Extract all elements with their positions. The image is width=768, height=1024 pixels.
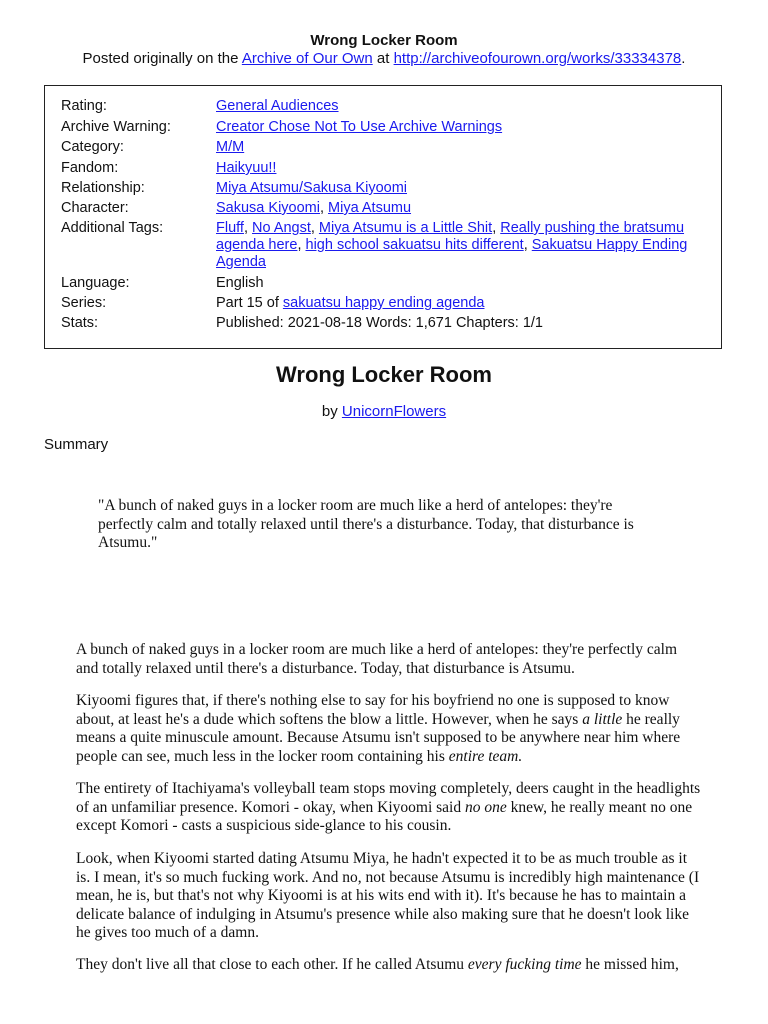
at-text: at (372, 50, 394, 67)
language-value: English (216, 275, 264, 291)
paragraph: A bunch of naked guys in a locker room are much like a herd of antelopes: they're perfectly calm and totally relaxed until there's a disturbance. Today, that disturbance is Atsumu. (76, 641, 678, 677)
series-prefix: Part 15 of (216, 295, 283, 311)
work-url-link[interactable]: http://archiveofourown.org/works/33334378 (393, 50, 682, 67)
rating-link[interactable]: General Audiences (216, 98, 339, 114)
summary-text: "A bunch of naked guys in a locker room are much like a herd of antelopes: they're perfectly calm and totally relaxed until there's a disturbance. Today, that disturbance is Atsumu." (98, 497, 634, 551)
header-title: Wrong Locker Room (310, 32, 458, 49)
tag-link[interactable]: Sakuatsu Happy Ending Agenda (216, 237, 688, 270)
series-label: Series: (61, 295, 107, 311)
relationship-label: Relationship: (61, 180, 145, 196)
series-link[interactable]: sakuatsu happy ending agenda (282, 295, 485, 311)
paragraph: The entirety of Itachiyama's volleyball team stops moving completely, deers caught in the headlights of an unfamiliar presence. Komori - okay, when Kiyoomi said no one knew, he really meant no one except Komori - casts a suspicious side-glance to his cousin. (76, 780, 701, 834)
tag-link[interactable]: Really pushing the bratsumu agenda here (216, 220, 685, 253)
fandom-label: Fandom: (61, 160, 119, 176)
period: . (681, 50, 686, 67)
rating-label: Rating: (61, 98, 107, 114)
character-link[interactable]: Sakusa Kiyoomi (216, 200, 320, 216)
paragraph: They don't live all that close to each other. If he called Atsumu every fucking time he missed him, (76, 956, 679, 973)
character-link[interactable]: Miya Atsumu (328, 200, 412, 216)
by-text: by (321, 403, 342, 420)
paragraph: Kiyoomi figures that, if there's nothing else to say for his boyfriend no one is supposed to know about, at least he's a dude which softens the blow a little. However, when he says a little he really means a quite minuscule amount. Because Atsumu isn't supposed to be anywhere near him where people can see, much less in the locker room containing his entire team. (76, 692, 681, 765)
relationship-link[interactable]: Miya Atsumu/Sakusa Kiyoomi (216, 180, 407, 196)
stats-label: Stats: (61, 315, 99, 331)
paragraph: Look, when Kiyoomi started dating Atsumu Miya, he hadn't expected it to be as much trouble as it is. I mean, it's so much fucking work. And no, not because Atsumu is incredibly high maintenance (I mean, he is, but that's not why Kiyoomi is at his wits end with it). It's because he has to maintain a delicate balance of indulging in Atsumu's presence while also making sure that he doesn't look like he gives too much of a damn. (76, 850, 700, 941)
archive-link[interactable]: Archive of Our Own (241, 50, 373, 67)
posted-prefix: Posted originally on the (82, 50, 242, 67)
summary-heading: Summary (44, 436, 109, 453)
warning-link[interactable]: Creator Chose Not To Use Archive Warnings (216, 119, 503, 135)
tag-link[interactable]: high school sakuatsu hits different (305, 237, 524, 253)
fandom-link[interactable]: Haikyuu!! (216, 160, 277, 176)
posted-originally-line (0, 50, 768, 67)
work-metadata-box: Rating: General Audiences Archive Warning: Creator Chose Not To Use Archive Warnings Category: M/M Fandom: Haikyuu!! Relationship: Miya Atsumu/Sakusa Kiyoomi Character: Sakusa Kiyoomi, Miya Atsumu Additional Tags: Fluff, No Angst, Miya Atsumu is a Little Shit, Really pushing the bratsumu agenda here, high school sakuatsu hits different, Sakuatsu Happy Ending Agenda Language: English Series: Part 15 of sakuatsu happy ending agenda Stats: Published: 2021-08-18 Words: 1,671 Chapters: 1/1 (44, 85, 722, 349)
tag-link[interactable]: Fluff (216, 220, 244, 236)
author-link[interactable]: UnicornFlowers (341, 403, 447, 420)
tags-label: Additional Tags: (61, 220, 164, 236)
stats-value: Published: 2021-08-18 Words: 1,671 Chapters: 1/1 (216, 315, 543, 331)
tag-link[interactable]: No Angst (252, 220, 311, 236)
category-link[interactable]: M/M (216, 139, 245, 155)
warning-label: Archive Warning: (61, 119, 171, 135)
category-label: Category: (61, 139, 124, 155)
byline (0, 403, 768, 420)
character-label: Character: (61, 200, 129, 216)
work-title: Wrong Locker Room (276, 362, 492, 387)
tag-link[interactable]: Miya Atsumu is a Little Shit (318, 220, 493, 236)
language-label: Language: (61, 275, 130, 291)
